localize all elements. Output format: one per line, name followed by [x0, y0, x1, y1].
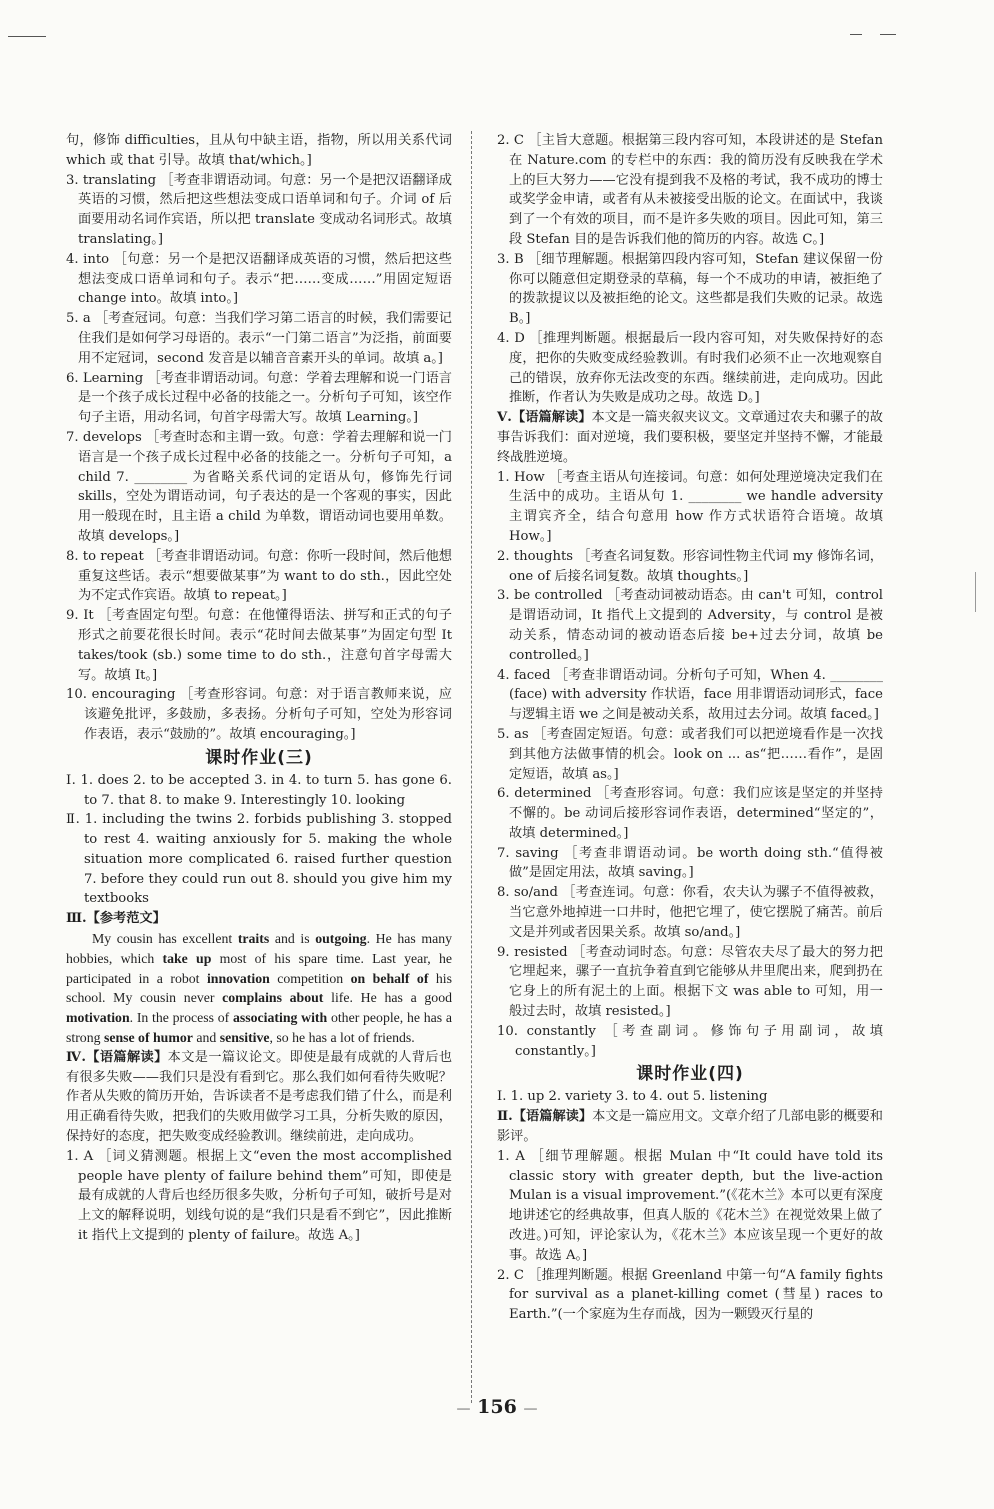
- answer-item: 5. as ［考查固定短语。句意：或者我们可以把逆境看作是一次找到其他方法做事情的机会。look on ... as“把……看作”，是固定短语，故填 as。]: [497, 726, 883, 782]
- section-part-2: [497, 1107, 883, 1147]
- sample-essay: My cousin has excellent traits and is outgoing. He has many hobbies, which take up most of his spare time. Last year, he participated in a robot innovation competition on behalf of his school. My cousin never complains about life. He has a good motivation. In the process of associating with other people, he has a strong sense of humor and sensitive, so he has a lot of friends.: [66, 931, 453, 1046]
- answer-item: 6. Learning ［考查非谓语动词。句意：学着去理解和说一门语言是一个孩子成长过程中必备的技能之一。分析句子可知，该空作句子主语，用动名词，句首字母需大写。故填 Learning。]: [66, 370, 452, 426]
- binding-mark: [975, 572, 976, 612]
- answer-item: 1. A ［细节理解题。根据 Mulan 中“It could have told its classic story with greater depth, but the live-action Mulan is a visual improvement.”(《花木兰》本可以更有深度地讲述它的经典故事，但真人版的《花木兰》在视觉效果上做了改进。)可知，评论家认为，《花木兰》本应该呈现一个更好的故事。故选 A。]: [497, 1148, 883, 1263]
- answer-item: 4. faced ［考查非谓语动词。分析句子可知，When 4. ________ (face) with adversity 作状语，face 用非谓语动词形式，face 与逻辑主语 we 之间是被动关系，故用过去分词。故填 faced。]: [497, 667, 883, 723]
- section-part-4-heading: Ⅳ.【语篇解读】: [66, 1049, 168, 1065]
- answer-item: 2. thoughts ［考查名词复数。形容词性物主代词 my 修饰名词，one of 后接名词复数。故填 thoughts。]: [497, 548, 883, 584]
- passage-summary: 本文是一篇应用文。文章介绍了几部电影的概要和影评。: [497, 1109, 883, 1145]
- answer-item: 句，修饰 difficulties，且从句中缺主语，指物，所以用关系代词 which 或 that 引导。故填 that/which。]: [66, 133, 452, 168]
- answer-item: 8. so/and ［考查连词。句意：你看，农夫认为骡子不值得被救，当它意外地掉进一口井时，他把它埋了，使它摆脱了痛苦。前后文是并列或者因果关系。故填 so/and。]: [497, 885, 883, 940]
- right-column: [497, 131, 883, 1325]
- section-part-2-heading: Ⅱ.【语篇解读】: [497, 1109, 593, 1125]
- answer-item: 9. It ［考查固定句型。句意：在他懂得语法、拼写和正式的句子形式之前要花很长时间。表示“花时间去做某事”为固定句型 It takes/took (sb.) some time to do sth.，注意句首字母需大写。故填 It。]: [66, 608, 452, 683]
- answer-item: 2. C ［推理判断题。根据 Greenland 中第一句“A family fights for survival as a planet-killing comet (彗星) races to Earth.”(一个家庭为生存而战，因为一颗毁灭行星的: [497, 1267, 883, 1323]
- section-title: 课时作业(三): [205, 747, 313, 768]
- answer-item: 5. a ［考查冠词。句意：当我们学习第二语言的时候，我们需要记住我们是如何学习母语的。表示“一门第二语言”为泛指，前面要用不定冠词，second 发音是以辅音音素开头的单词。故填 a。]: [66, 311, 452, 366]
- answer-item: 3. be controlled ［考查动词被动语态。由 can't 可知，control 是谓语动词，It 指代上文提到的 Adversity，与 control 是被动关系，情态动词的被动语态后接 be+过去分词，故填 be controlled。]: [497, 588, 883, 663]
- passage-summary: 本文是一篇夹叙夹议文。文章通过农夫和骡子的故事告诉我们：面对逆境，我们要积极，要坚定并坚持不懈，才能最终战胜逆境。: [497, 410, 883, 465]
- left-column: [66, 131, 452, 1246]
- answer-item: 9. resisted ［考查动词时态。句意：尽管农夫尽了最大的努力把它埋起来，骡子一直抗争着直到它能够从井里爬出来，爬到扔在它身上的所有泥土的上面。根据下文 was able to 可知，用一般过去时，故填 resisted。]: [497, 944, 883, 1020]
- page-number-dash: —: [523, 1401, 538, 1417]
- answer-item: 8. to repeat ［考查非谓语动词。句意：你听一段时间，然后他想重复这些话。表示“想要做某事”为 want to do sth.，因此空处为不定式作宾语。故填 to repeat。]: [66, 548, 452, 604]
- answer-item: 4. D ［推理判断题。根据最后一段内容可知，对失败保持好的态度，把你的失败变成经验教训。有时我们必须不止一次地观察自己的错误，放弃你无法改变的东西。继续前进，走向成功。因此推断，作者认为失败是成功之母。故选 D。]: [497, 330, 883, 406]
- top-right-rule: [850, 34, 862, 35]
- page-number: [0, 1396, 994, 1418]
- top-left-rule: [8, 36, 46, 37]
- answer-item: 10. encouraging ［考查形容词。句意：对于语言教师来说，应该避免批评，多鼓励，多表扬。分析句子可知，空处为形容词作表语，表示“鼓励的”。故填 encouraging。]: [66, 687, 452, 742]
- answer-item: 4. into ［句意：另一个是把汉语翻译成英语的习惯，然后把这些想法变成口语单词和句子。表示“把……变成……”用固定短语 change into。故填 into。]: [66, 251, 452, 307]
- page-number-value: 156: [477, 1396, 517, 1418]
- section-part-2: Ⅱ. 1. including the twins 2. forbids publishing 3. stopped to rest 4. waiting anxiously for 5. making the whole situation more complicated 6. raised further question 7. before they could run out 8. should you give him my textbooks: [66, 812, 452, 907]
- answer-item: 1. A ［词义猜测题。根据上文“even the most accomplished people have plenty of failure behind them”可知，即使是最有成就的人背后也经历很多失败，分析句子可知，破折号是对上文的解释说明，划线句说的是“我们只是看不到它”，因此推断 it 指代上文提到的 plenty of failure。故选 A。]: [66, 1148, 452, 1244]
- section-part-1: Ⅰ. 1. does 2. to be accepted 3. in 4. to turn 5. has gone 6. to 7. that 8. to make 9. Interestingly 10. looking: [66, 772, 452, 808]
- answer-item: 6. determined ［考查形容词。句意：我们应该是坚定的并坚持不懈的。be 动词后接形容词作表语，determined“坚定的”，故填 determined。]: [497, 786, 883, 841]
- passage-summary: 本文是一篇议论文。即使是最有成就的人背后也有很多失败——我们只是没有看到它。那么我们如何看待失败呢？作者从失败的简历开始，告诉读者不是考虑我们错了什么，而是利用正确看待失败，把我们的失败用做学习工具，分析失败的原因，保持好的态度，把失败变成经验教训。继续前进，走向成功。: [66, 1049, 453, 1145]
- page-number-dash: —: [456, 1401, 471, 1417]
- answer-item: 3. translating ［考查非谓语动词。句意：另一个是把汉语翻译成英语的习惯，然后把这些想法变成口语单词和句子。介词 of 后面要用动名词作宾语，所以把 translate 变成动名词形式。故填 translating。]: [66, 172, 452, 247]
- section-part-5-heading: Ⅴ.【语篇解读】: [497, 410, 592, 426]
- answer-item: 1. How ［考查主语从句连接词。句意：如何处理逆境决定我们在生活中的成功。主语从句 1. ________ we handle adversity 主谓宾齐全，结合句意用 how 作方式状语符合语境。故填 How。]: [497, 469, 883, 544]
- section-part-1: Ⅰ. 1. up 2. variety 3. to 4. out 5. listening: [497, 1089, 768, 1105]
- answer-item: 3. B ［细节理解题。根据第四段内容可知，Stefan 建议保留一份你可以随意但定期登录的草稿，每一个不成功的申请，被拒绝了的拨款提议以及被拒绝的论文。这些都是我们失败的记录。故选 B。]: [497, 251, 883, 327]
- section-part-4: [66, 1048, 452, 1147]
- column-divider: [471, 131, 472, 1403]
- answer-item: 7. develops ［考查时态和主谓一致。句意：学着去理解和说一门语言是一个孩子成长过程中必备的技能之一。分析句子可知，a child 7. ________ 为省略关系代词的定语从句，修饰先行词 skills，空处为谓语动词，句子表达的是一个客观的事实，因此用一般现在时，且主语 a child 为单数，谓语动词也要用单数。故填 develops。]: [66, 429, 452, 544]
- section-title: 课时作业(四): [636, 1064, 744, 1085]
- top-right-rule: [880, 34, 896, 35]
- section-part-5: [497, 408, 883, 467]
- section-part-3-heading: Ⅲ.【参考范文】: [66, 911, 166, 927]
- answer-item: 10. constantly ［考查副词。修饰句子用副词，故填 constantly。]: [497, 1023, 883, 1059]
- answer-item: 7. saving ［考查非谓语动词。be worth doing sth.“值得被做”是固定用法，故填 saving。]: [497, 845, 883, 881]
- answer-item: 2. C ［主旨大意题。根据第三段内容可知，本段讲述的是 Stefan 在 Nature.com 的专栏中的东西：我的简历没有反映我在学术上的巨大努力——它没有提到我不及格的考试，我不成功的博士或奖学金申请，或者有从未被接受出版的论文。在面试中，我谈到了一个有效的项目，而不是许多失败的项目。因此可知，第三段 Stefan 目的是告诉我们他的简历的内容。故选 C。]: [497, 133, 883, 247]
